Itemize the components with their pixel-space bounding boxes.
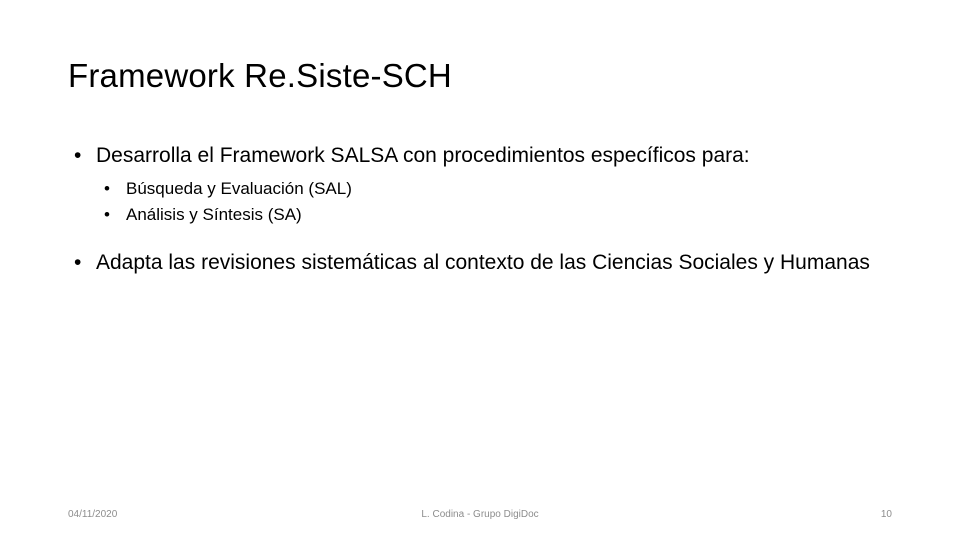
list-item-label: Búsqueda y Evaluación (SAL) xyxy=(126,179,352,199)
bullet-icon: • xyxy=(74,144,82,167)
slide-footer xyxy=(0,509,960,527)
footer-date: 04/11/2020 xyxy=(68,509,118,520)
list-item-label: Desarrolla el Framework SALSA con procedimientos específicos para: xyxy=(96,144,750,167)
list-item xyxy=(68,142,898,227)
block-spacer xyxy=(68,233,898,249)
bullet-icon: • xyxy=(104,204,110,224)
bullet-list-level-1 xyxy=(68,142,898,227)
list-item xyxy=(68,249,898,277)
bullet-icon: • xyxy=(104,179,110,199)
footer-page-number: 10 xyxy=(880,509,892,520)
bullet-icon: • xyxy=(74,251,82,275)
list-item-label: Análisis y Síntesis (SA) xyxy=(126,204,302,224)
bullet-list-level-2 xyxy=(96,176,898,227)
list-item xyxy=(96,202,898,228)
bullet-list-level-1-second xyxy=(68,249,898,277)
page-title: Framework Re.Siste-SCH xyxy=(68,57,452,94)
list-item xyxy=(96,176,898,202)
list-item-label: Adapta las revisiones sistemáticas al contexto de las Ciencias Sociales y Humanas xyxy=(96,251,870,275)
footer-center-text: L. Codina - Grupo DigiDoc xyxy=(421,509,539,520)
slide-body xyxy=(68,142,898,280)
